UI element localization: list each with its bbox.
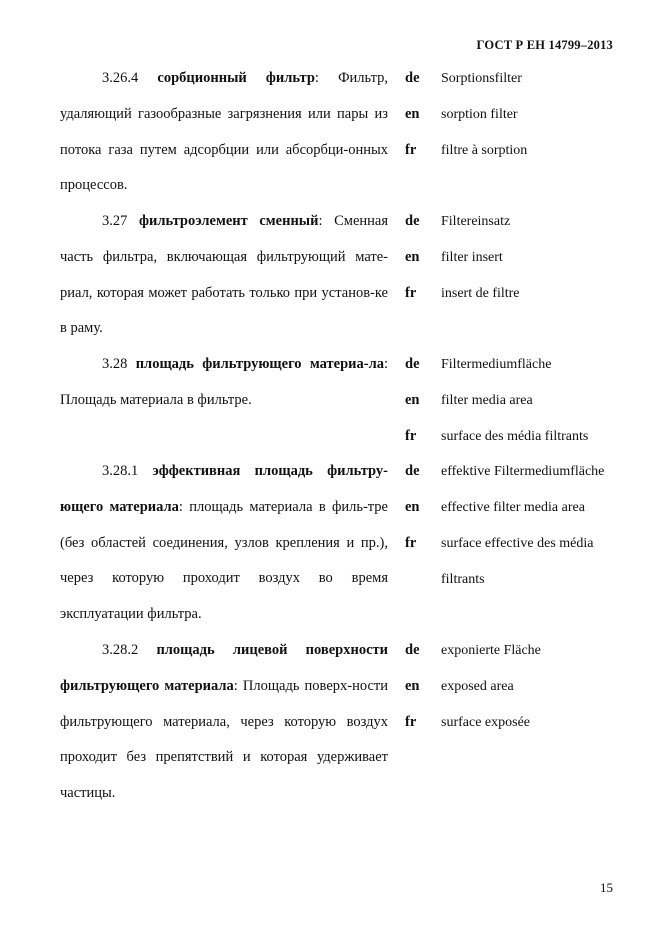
translation-term: surface exposée — [441, 715, 531, 730]
term-name: эффективная площадь фильтру-ющего материала — [60, 463, 388, 515]
document-header: ГОСТ Р ЕН 14799–2013 — [476, 38, 613, 52]
translation-term: Filtereinsatz — [441, 214, 511, 229]
translation-term: filter media area — [441, 393, 533, 408]
translation-term: exponierte Fläche — [441, 643, 541, 658]
lang-code: de — [405, 213, 420, 229]
definition-text: : Сменная часть фильтра, включающая фильтрующий мате-риал, которая может работать только при установ-ке в раму. — [60, 213, 389, 337]
lang-code: de — [405, 642, 420, 658]
term-name: фильтроэлемент сменный — [138, 213, 319, 229]
term-definition — [60, 454, 388, 633]
definition-text: : площадь материала в филь-тре (без областей соединения, узлов крепления и пр.), через которую проходит воздух во время эксплуатации фильтра. — [60, 498, 388, 623]
term-definition — [60, 633, 388, 812]
lang-code: en — [405, 249, 420, 265]
definition-text: : Фильтр, удаляющий газообразные загрязнения или пары из потока газа путем адсорбции или абсорбци-онных процессов. — [60, 70, 388, 194]
lang-code: fr — [405, 142, 417, 158]
translation-term: effektive Filtermediumfläche — [441, 464, 605, 479]
term-name: сорбционный фильтр — [157, 70, 315, 86]
lang-code: en — [405, 106, 420, 122]
term-number: 3.28 — [102, 356, 128, 372]
term-definition — [60, 61, 388, 204]
translation-term: insert de filtre — [441, 286, 520, 301]
term-number: 3.28.1 — [102, 463, 139, 479]
lang-code: en — [405, 678, 420, 694]
lang-code: fr — [405, 428, 417, 444]
translation-term: surface des média filtrants — [441, 429, 589, 444]
translation-term: effective filter media area — [441, 500, 585, 515]
term-number: 3.26.4 — [102, 70, 139, 86]
translation-term: Sorptionsfilter — [441, 71, 522, 86]
lang-code: fr — [405, 285, 417, 301]
translation-term: sorption filter — [441, 107, 518, 122]
lang-code: en — [405, 499, 420, 515]
term-number: 3.27 — [102, 213, 128, 229]
translation-term: Filtermediumfläche — [441, 357, 552, 372]
lang-code: de — [405, 70, 420, 86]
term-definition — [60, 347, 388, 419]
page-number: 15 — [600, 880, 613, 895]
lang-code: de — [405, 463, 420, 479]
lang-code: fr — [405, 535, 417, 551]
term-definition — [60, 204, 388, 347]
translation-term: filter insert — [441, 250, 503, 265]
translation-term: filtre à sorption — [441, 143, 528, 158]
translation-term: surface effective des média filtrants — [441, 536, 594, 587]
lang-code: en — [405, 392, 420, 408]
term-name: площадь лицевой поверхности фильтрующего материала — [60, 642, 388, 694]
lang-code: fr — [405, 714, 417, 730]
term-number: 3.28.2 — [102, 642, 139, 658]
lang-code: de — [405, 356, 420, 372]
definition-text: : Площадь поверх-ности фильтрующего материала, через которую воздух проходит без препятствий и которая удерживает частицы. — [60, 677, 388, 802]
term-name: площадь фильтрующего материа-ла — [135, 356, 384, 372]
translation-term: exposed area — [441, 679, 514, 694]
definition-text: : Площадь материала в фильтре. — [60, 356, 388, 408]
